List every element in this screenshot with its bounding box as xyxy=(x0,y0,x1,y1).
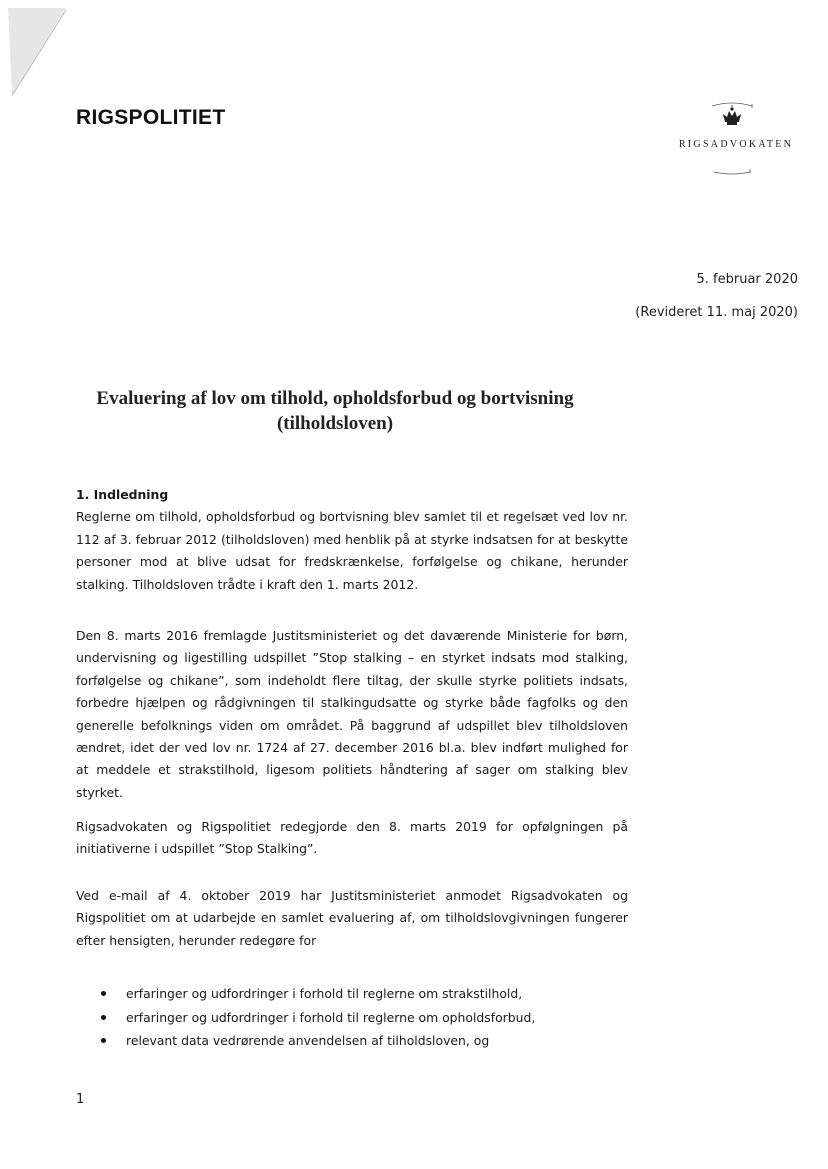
rigsadvokaten-wordmark: RIGSADVOKATEN xyxy=(678,139,794,150)
bullet-icon xyxy=(101,991,106,996)
page-number: 1 xyxy=(76,1092,85,1107)
bullet-icon xyxy=(101,1015,106,1020)
document-title xyxy=(60,386,610,436)
list-item xyxy=(96,1029,636,1053)
paragraph: Reglerne om tilhold, opholdsforbud og bortvisning blev samlet til et regelsæt ved lov nr. 112 af 3. februar 2012 (tilholdsloven) med henblik på at styrke indsatsen for at beskytte personer mod at blive udsat for fredskrænkelse, forfølgelse og chikane, herunder stalking. Tilholdsloven trådte i kraft den 1. marts 2012. xyxy=(76,509,628,592)
bullet-list xyxy=(96,982,636,1053)
title-line-2: (tilholdsloven) xyxy=(276,413,394,434)
bullet-icon xyxy=(101,1038,106,1043)
revision-date: (Revideret 11. maj 2020) xyxy=(635,305,798,320)
list-item xyxy=(96,1006,636,1030)
list-item-text: erfaringer og udfordringer i forhold til reglerne om strakstilhold, xyxy=(126,986,523,1001)
section-heading: 1. Indledning xyxy=(76,487,169,502)
title-line-1: Evaluering af lov om tilhold, opholdsforbud og bortvisning xyxy=(96,388,574,409)
page-corner-fold xyxy=(8,8,70,100)
intro-section xyxy=(76,484,628,596)
paragraph: Rigsadvokaten og Rigspolitiet redegjorde den 8. marts 2019 for opfølgningen på initiativerne i udspillet ”Stop Stalking”. xyxy=(76,819,628,857)
list-item xyxy=(96,982,636,1006)
list-item-text: erfaringer og udfordringer i forhold til reglerne om opholdsforbud, xyxy=(126,1009,536,1025)
paragraph: Den 8. marts 2016 fremlagde Justitsministeriet og det daværende Ministerie for børn, undervisning og ligestilling udspillet ”Stop stalking – en styrket indsats mod stalking, forfølgelse og chikane”, som indeholdt flere tiltag, der skulle styrke politiets indsats, forbedre hjælpen og rådgivningen til stalkingudsatte og styrke både fagfolks og den generelle befolknings viden om området. På baggrund af udspillet blev tilholdsloven ændret, idet der ved lov nr. 1724 af 27. december 2016 bl.a. blev indført mulighed for at meddele et strakstilhold, ligesom politiets håndtering af sager om stalking blev styrket. xyxy=(76,628,628,800)
paragraph: Ved e-mail af 4. oktober 2019 har Justitsministeriet anmodet Rigsadvokaten og Rigspolitiet om at udarbejde en samlet evaluering af, om tilholdslovgivningen fungerer efter hensigten, herunder redegøre for xyxy=(76,888,628,948)
list-item-text: relevant data vedrørende anvendelsen af tilholdsloven, og xyxy=(126,1033,490,1048)
org-name: RIGSPOLITIET xyxy=(76,106,226,129)
document-date: 5. februar 2020 xyxy=(696,272,798,287)
